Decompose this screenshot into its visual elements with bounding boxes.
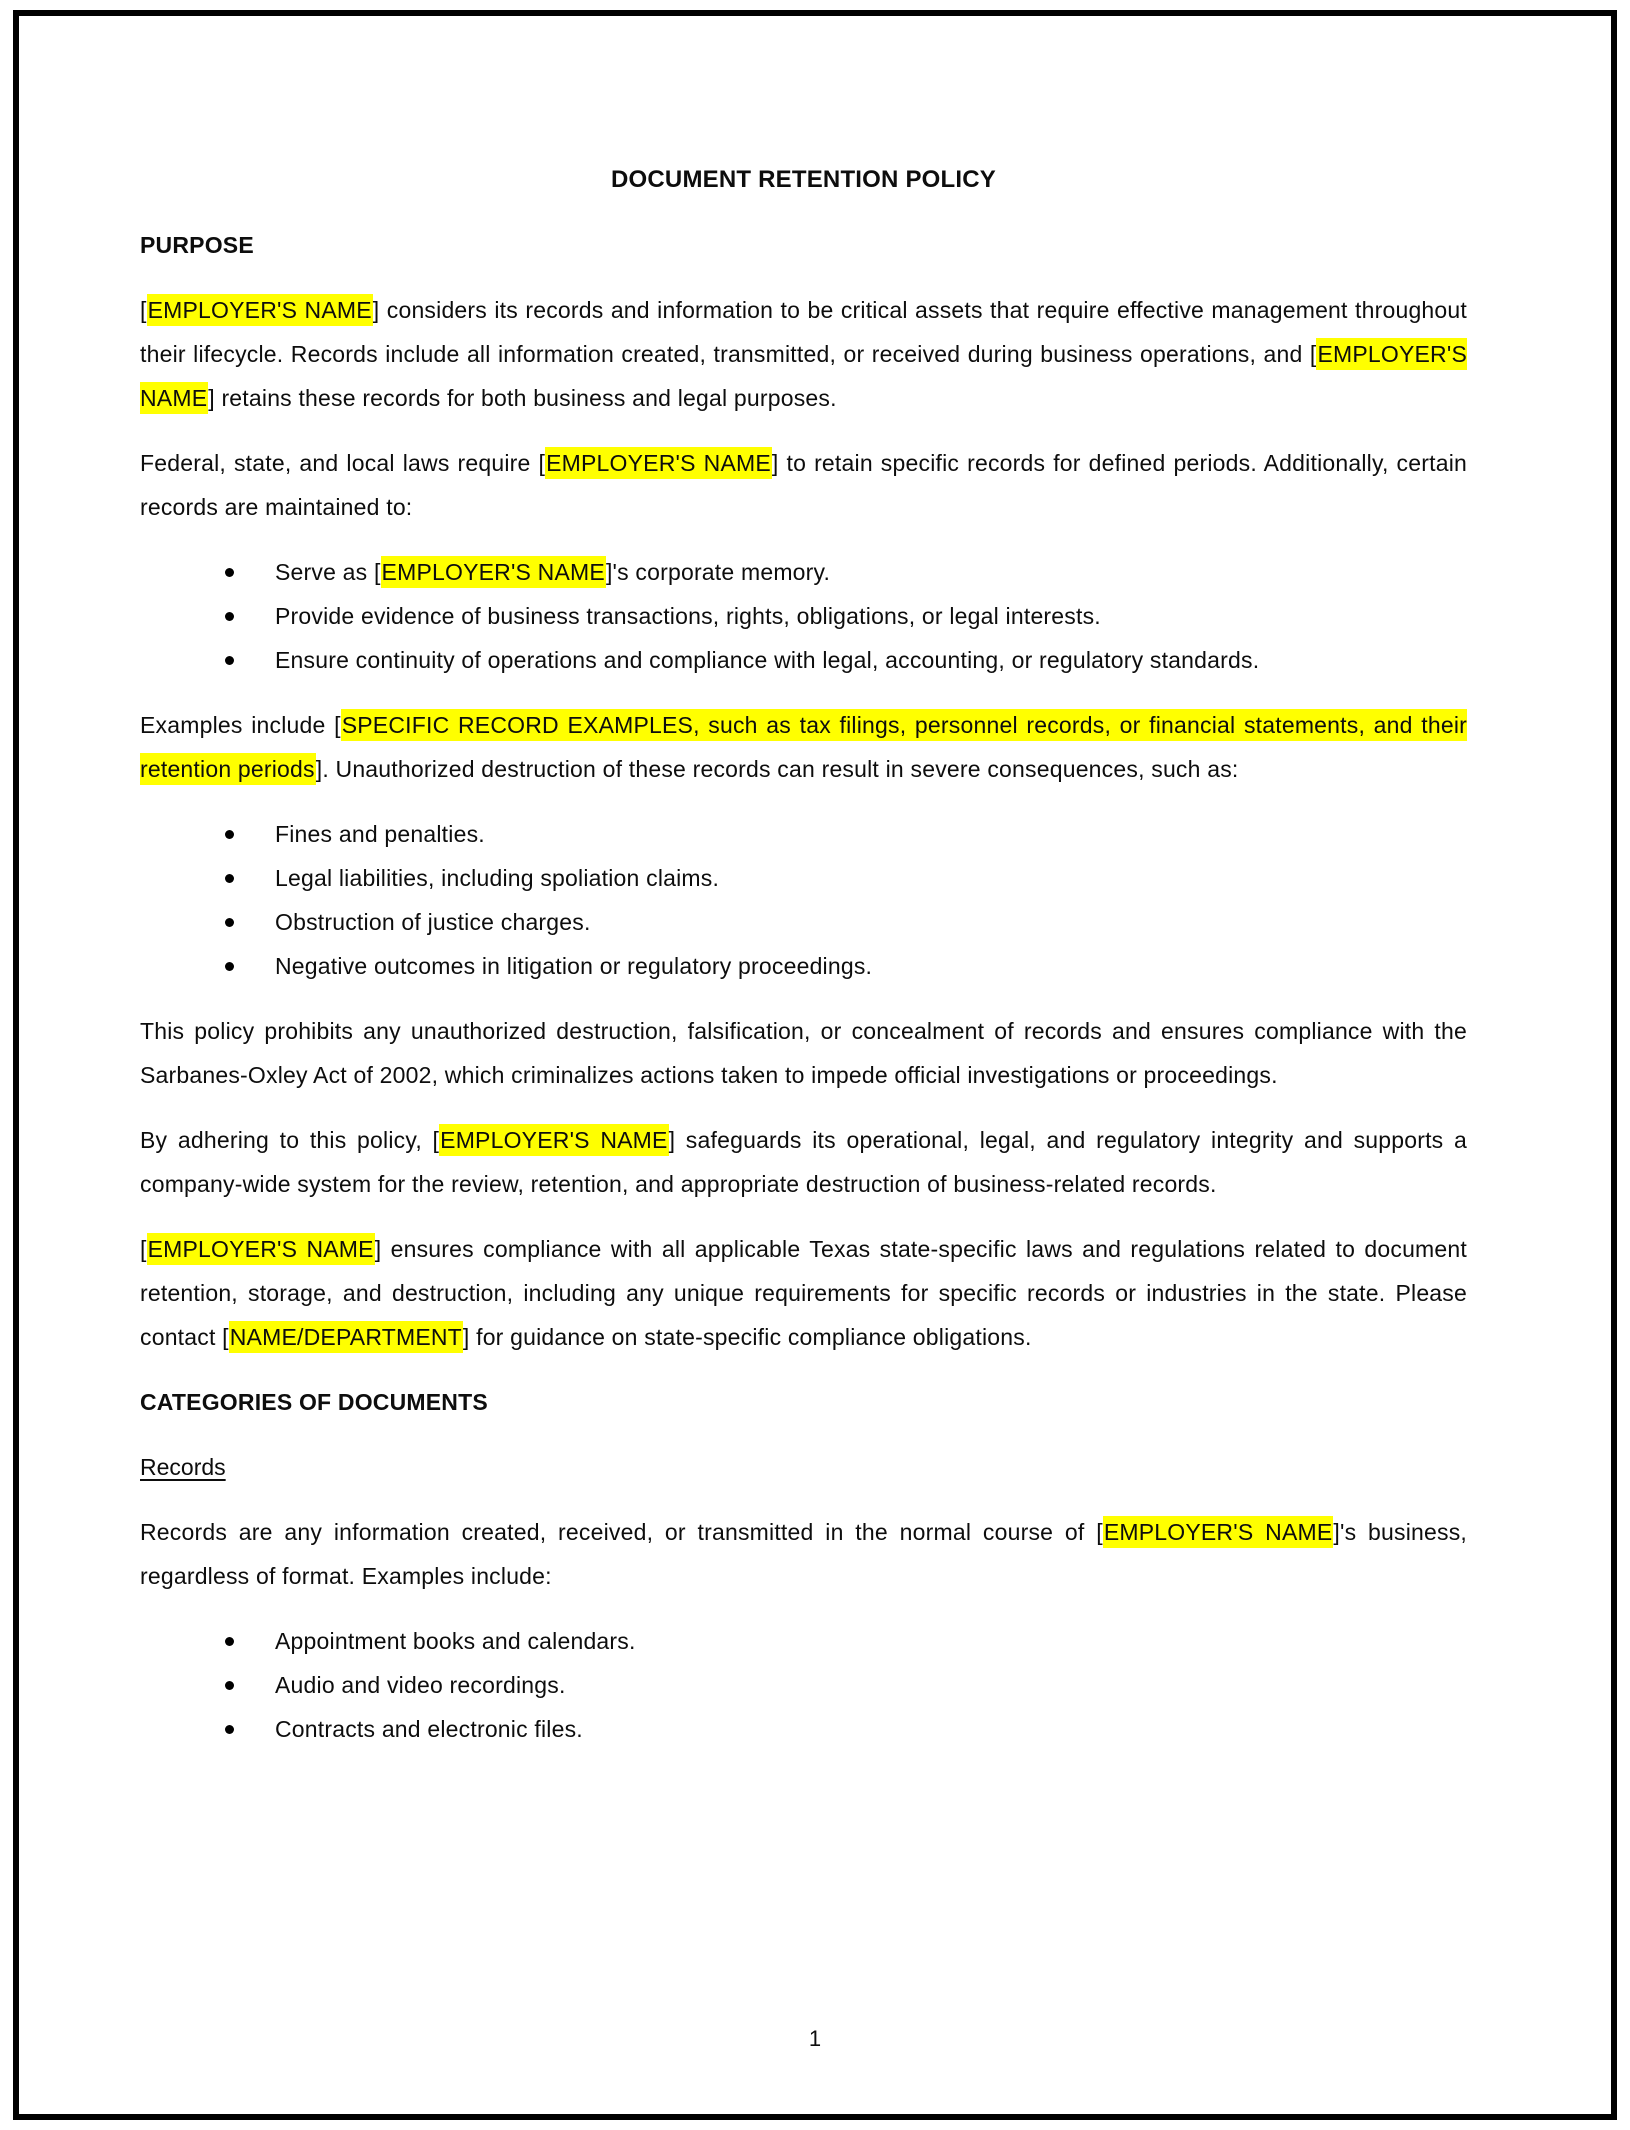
list-item: Serve as [EMPLOYER'S NAME]'s corporate memory.: [225, 550, 1467, 594]
bullet-list: [140, 812, 1467, 988]
list-item: Audio and video recordings.: [225, 1663, 1467, 1707]
list-item: Provide evidence of business transactions, rights, obligations, or legal interests.: [225, 594, 1467, 638]
paragraph: Federal, state, and local laws require [EMPLOYER'S NAME] to retain specific records for defined periods. Additionally, certain records are maintained to:: [140, 441, 1467, 529]
document-body: [140, 158, 1467, 1751]
paragraph: [EMPLOYER'S NAME] considers its records and information to be critical assets that require effective management throughout their lifecycle. Records include all information created, transmitted, or received during business operations, and [EMPLOYER'S NAME] retains these records for both business and legal purposes.: [140, 288, 1467, 420]
placeholder-highlight: EMPLOYER'S NAME: [381, 556, 606, 588]
paragraph: Examples include [SPECIFIC RECORD EXAMPLES, such as tax filings, personnel records, or financial statements, and their retention periods]. Unauthorized destruction of these records can result in severe consequences, such as:: [140, 703, 1467, 791]
list-item: Legal liabilities, including spoliation claims.: [225, 856, 1467, 900]
section-heading: PURPOSE: [140, 232, 254, 258]
list-item: Ensure continuity of operations and compliance with legal, accounting, or regulatory standards.: [225, 638, 1467, 682]
paragraph: Records are any information created, received, or transmitted in the normal course of [EMPLOYER'S NAME]'s business, regardless of format. Examples include:: [140, 1510, 1467, 1598]
paragraph: This policy prohibits any unauthorized destruction, falsification, or concealment of records and ensures compliance with the Sarbanes-Oxley Act of 2002, which criminalizes actions taken to impede official investigations or proceedings.: [140, 1018, 1467, 1088]
list-item: Obstruction of justice charges.: [225, 900, 1467, 944]
paragraph: By adhering to this policy, [EMPLOYER'S NAME] safeguards its operational, legal, and regulatory integrity and supports a company-wide system for the review, retention, and appropriate destruction of business-related records.: [140, 1118, 1467, 1206]
document-title: DOCUMENT RETENTION POLICY: [610, 166, 996, 193]
placeholder-highlight: EMPLOYER'S NAME: [140, 338, 1467, 414]
bullet-list: [140, 550, 1467, 682]
placeholder-highlight: EMPLOYER'S NAME: [545, 447, 772, 479]
subsection-heading: Records: [140, 1454, 226, 1480]
placeholder-highlight: NAME/DEPARTMENT: [229, 1321, 463, 1353]
placeholder-highlight: SPECIFIC RECORD EXAMPLES, such as tax filings, personnel records, or financial statements, and their retention periods: [140, 709, 1467, 785]
list-item: Appointment books and calendars.: [225, 1619, 1467, 1663]
bullet-list: [140, 1619, 1467, 1751]
list-item: Negative outcomes in litigation or regulatory proceedings.: [225, 944, 1467, 988]
section-heading: CATEGORIES OF DOCUMENTS: [140, 1389, 488, 1415]
list-item: Contracts and electronic files.: [225, 1707, 1467, 1751]
placeholder-highlight: EMPLOYER'S NAME: [1103, 1516, 1334, 1548]
list-item: Fines and penalties.: [225, 812, 1467, 856]
placeholder-highlight: EMPLOYER'S NAME: [147, 1233, 375, 1265]
paragraph: [EMPLOYER'S NAME] ensures compliance with all applicable Texas state-specific laws and regulations related to document retention, storage, and destruction, including any unique requirements for specific records or industries in the state. Please contact [NAME/DEPARTMENT] for guidance on state-specific compliance obligations.: [140, 1227, 1467, 1359]
placeholder-highlight: EMPLOYER'S NAME: [147, 294, 373, 326]
page-number: 1: [808, 2026, 822, 2051]
placeholder-highlight: EMPLOYER'S NAME: [439, 1124, 668, 1156]
